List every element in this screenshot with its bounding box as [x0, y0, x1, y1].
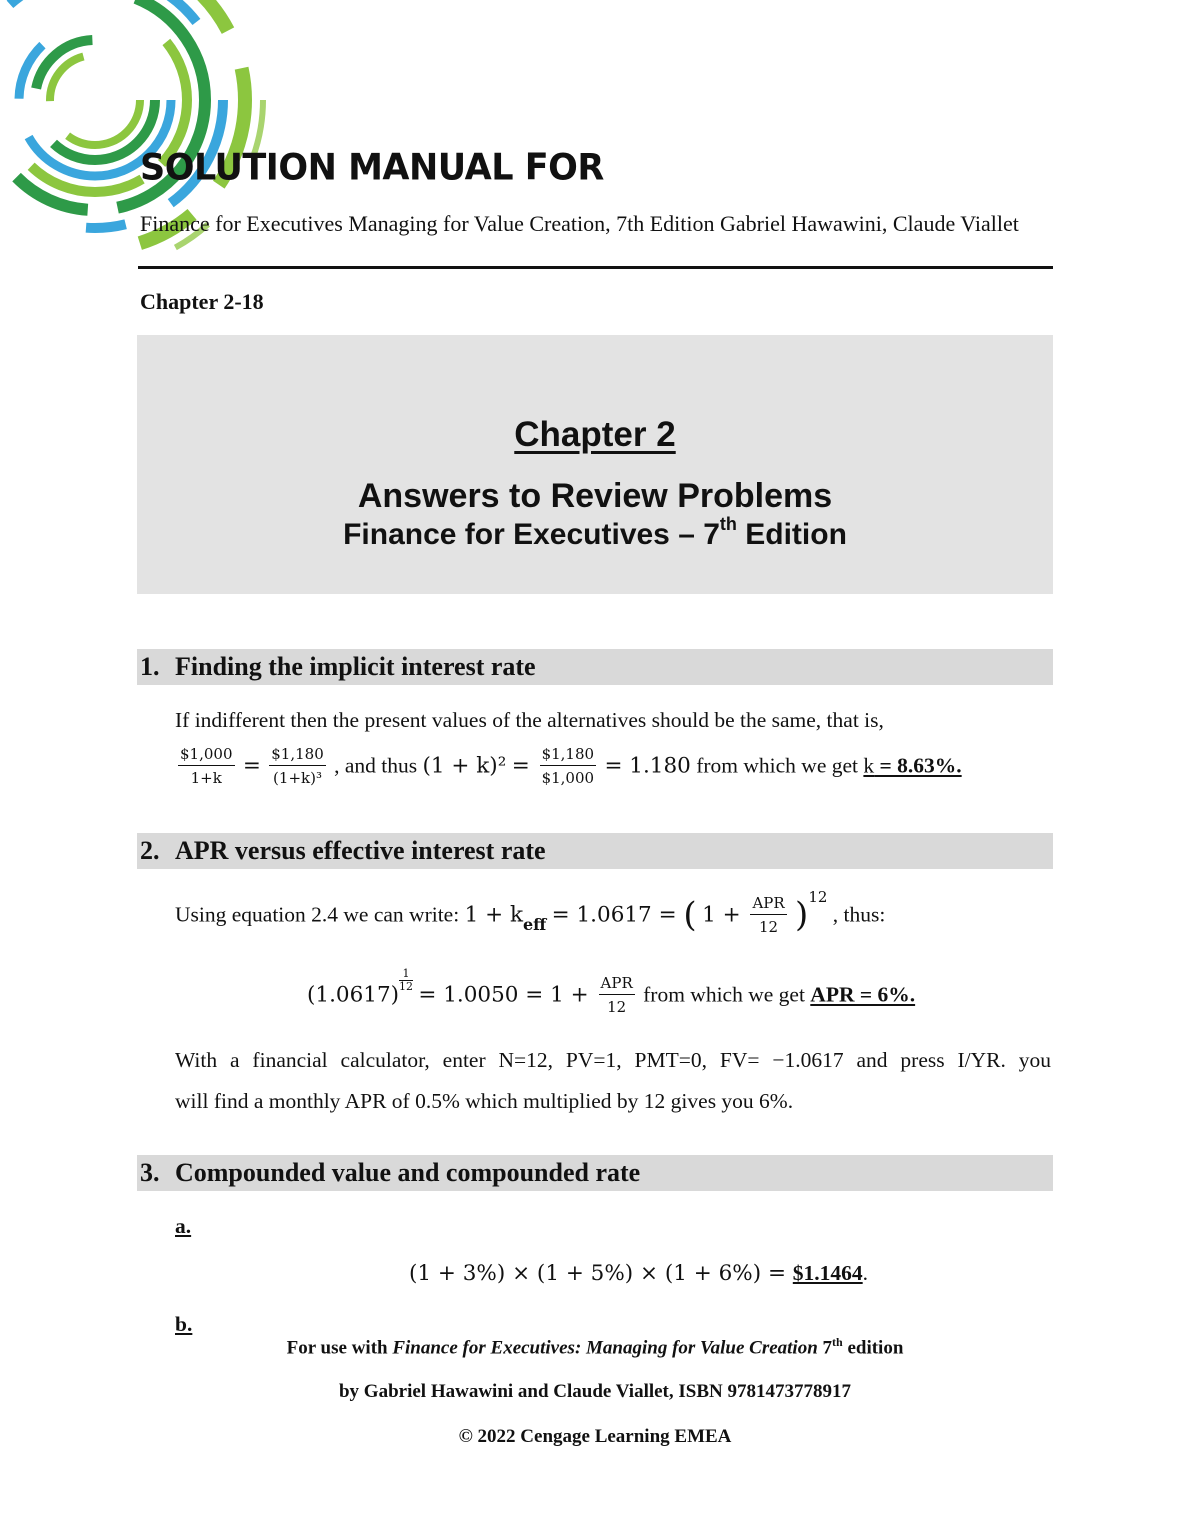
denominator: (1+k)³	[273, 769, 322, 787]
k-label: k	[863, 753, 875, 778]
fractional-exponent	[399, 968, 413, 993]
edition-prefix: Finance for Executives – 7	[343, 518, 720, 551]
fraction	[540, 745, 597, 787]
section-heading-2	[137, 833, 1053, 869]
text: , and thus	[334, 753, 423, 778]
text: For use with	[286, 1337, 393, 1359]
expression: = 1.0050 = 1 +	[418, 982, 596, 1008]
a-result: $1.1464	[792, 1261, 863, 1285]
s1-intro: If indifferent then the present values of the alternatives should be the same, that is,	[175, 708, 884, 732]
s2-calc-line-2: will find a monthly APR of 0.5% which multiplied by 12 gives you 6%.	[175, 1089, 794, 1113]
text: Using equation 2.4 we can write:	[175, 902, 465, 927]
s1-equation	[175, 745, 962, 787]
fraction	[599, 974, 635, 1016]
banner-chapter: Chapter 2	[514, 415, 676, 454]
paren: (	[683, 895, 697, 936]
expression: (1 + 3%) × (1 + 5%) × (1 + 6%) =	[409, 1261, 793, 1286]
header-rule	[138, 266, 1053, 269]
numerator: $1,000	[178, 745, 235, 766]
chapter-banner	[137, 335, 1053, 594]
k-value: = 8.63%.	[874, 753, 962, 778]
result: = 1.180	[604, 753, 691, 779]
numerator: $1,180	[540, 745, 597, 766]
text: edition	[842, 1337, 904, 1359]
section-number: 3.	[140, 1158, 160, 1187]
denominator: 12	[399, 980, 414, 993]
text: 7	[817, 1337, 833, 1359]
denominator: $1,000	[541, 769, 595, 787]
section-heading-1	[137, 649, 1053, 685]
denominator: 12	[607, 998, 627, 1017]
exponent: 12	[808, 888, 828, 906]
expression: (1.0617)	[307, 982, 400, 1008]
section-title: Finding the implicit interest rate	[175, 652, 536, 681]
s3-b-label: b.	[175, 1312, 193, 1336]
section-number: 1.	[140, 652, 160, 681]
book-name: Finance for Executives: Managing for Value Creation	[392, 1337, 818, 1359]
s2-equation-2	[307, 968, 915, 1016]
expression: 1 + k	[464, 902, 523, 928]
sup: th	[832, 1335, 843, 1349]
fraction	[750, 894, 786, 936]
text: from which we get	[696, 753, 864, 778]
numerator: APR	[599, 974, 635, 995]
expression: 1 +	[702, 902, 748, 928]
numerator: $1,180	[269, 745, 326, 766]
paren: )	[795, 895, 809, 936]
apr-result: APR = 6%.	[810, 982, 916, 1007]
footer-copyright: © 2022 Cengage Learning EMEA	[458, 1426, 732, 1447]
banner-edition	[137, 514, 1053, 552]
section-number: 2.	[140, 836, 160, 865]
s3-a-label: a.	[175, 1214, 192, 1238]
equals: =	[242, 753, 261, 779]
s2-calc-line-1: With a financial calculator, enter N=12, PV=1, PMT=0, FV= −1.0617 and press I/YR. you	[175, 1048, 1051, 1072]
equals: =	[511, 753, 537, 779]
section-title: APR versus effective interest rate	[175, 836, 546, 865]
text: , thus:	[832, 902, 886, 927]
expression: (1 + k)²	[422, 753, 507, 779]
numerator: APR	[750, 894, 786, 915]
s2-equation-1	[175, 888, 885, 936]
s3-a-equation	[409, 1261, 868, 1286]
manual-title: SOLUTION MANUAL FOR	[140, 147, 604, 189]
banner-subtitle: Answers to Review Problems	[357, 477, 833, 515]
denominator: 12	[759, 918, 779, 937]
footer-line-2: by Gabriel Hawawini and Claude Viallet, ISBN 9781473778917	[338, 1381, 851, 1402]
period: .	[862, 1261, 869, 1285]
edition-sup: th	[719, 514, 737, 534]
subscript: eff	[522, 915, 547, 934]
book-title: Finance for Executives Managing for Value Creation, 7th Edition Gabriel Hawawini, Claude Viallet	[140, 211, 1019, 236]
chapter-range: Chapter 2-18	[140, 289, 264, 314]
fraction	[178, 745, 235, 787]
edition-suffix: Edition	[736, 518, 847, 551]
section-heading-3	[137, 1155, 1053, 1191]
footer-line-1	[0, 1335, 1190, 1359]
section-title: Compounded value and compounded rate	[175, 1158, 641, 1187]
numerator: 1	[399, 968, 413, 981]
expression: = 1.0617 =	[551, 902, 684, 928]
fraction	[269, 745, 326, 787]
text: from which we get	[643, 982, 811, 1007]
denominator: 1+k	[190, 769, 222, 787]
